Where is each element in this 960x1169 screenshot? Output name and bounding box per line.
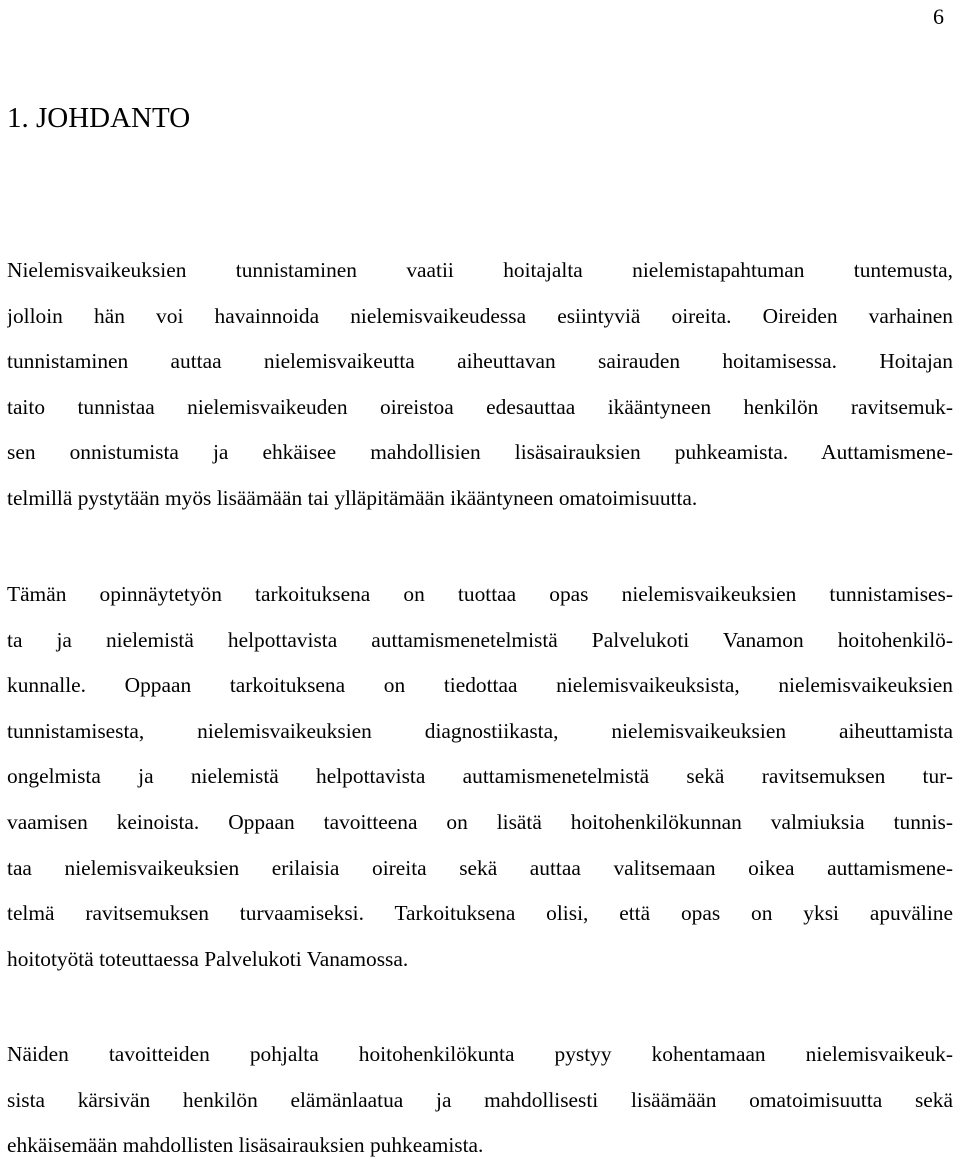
text-line: Tämän opinnäytetyön tarkoituksena on tuottaa opas nielemisvaikeuksien tunnistamises-	[7, 582, 953, 606]
text-line: Nielemisvaikeuksien tunnistaminen vaatii hoitajalta nielemistapahtuman tuntemusta,	[7, 258, 953, 282]
page-number: 6	[933, 4, 944, 29]
text-line: ongelmista ja nielemistä helpottavista auttamismenetelmistä sekä ravitsemuksen tur-	[7, 764, 953, 789]
text-line: tunnistamisesta, nielemisvaikeuksien diagnostiikasta, nielemisvaikeuksien aiheuttamista	[7, 718, 953, 743]
text-line: telmä ravitsemuksen turvaamiseksi. Tarkoituksena olisi, että opas on yksi apuväline	[7, 901, 953, 926]
text-line: Näiden tavoitteiden pohjalta hoitohenkilökunta pystyy kohentamaan nielemisvaikeuk-	[7, 1042, 953, 1066]
text-line: telmillä pystytään myös lisäämään tai ylläpitämään ikääntyneen omatoimisuutta.	[7, 485, 698, 510]
text-line: ta ja nielemistä helpottavista auttamismenetelmistä Palvelukoti Vanamon hoitohenkilö-	[7, 627, 953, 652]
text-line: ehkäisemään mahdollisten lisäsairauksien puhkeamista.	[7, 1133, 484, 1158]
chapter-heading: 1. JOHDANTO	[7, 102, 191, 134]
text-line: taito tunnistaa nielemisvaikeuden oireistoa edesauttaa ikääntyneen henkilön ravitsemuk-	[7, 394, 953, 419]
text-line: taa nielemisvaikeuksien erilaisia oireita sekä auttaa valitsemaan oikea auttamismene-	[7, 855, 953, 880]
text-line: vaamisen keinoista. Oppaan tavoitteena on lisätä hoitohenkilökunnan valmiuksia tunnis-	[7, 809, 953, 834]
text-line: sen onnistumista ja ehkäisee mahdollisien lisäsairauksien puhkeamista. Auttamismene-	[7, 440, 953, 465]
text-line: hoitotyötä toteuttaessa Palvelukoti Vanamossa.	[7, 946, 409, 971]
paragraph-purpose	[7, 572, 953, 982]
paragraph-intro	[7, 248, 953, 522]
text-line: kunnalle. Oppaan tarkoituksena on tiedottaa nielemisvaikeuksista, nielemisvaikeuksien	[7, 673, 953, 698]
text-line: jolloin hän voi havainnoida nielemisvaikeudessa esiintyviä oireita. Oireiden varhainen	[7, 303, 953, 328]
paragraph-goals	[7, 1032, 953, 1169]
text-line: tunnistaminen auttaa nielemisvaikeutta aiheuttavan sairauden hoitamisessa. Hoitajan	[7, 349, 953, 374]
text-line: sista kärsivän henkilön elämänlaatua ja mahdollisesti lisäämään omatoimisuutta sekä	[7, 1087, 953, 1112]
